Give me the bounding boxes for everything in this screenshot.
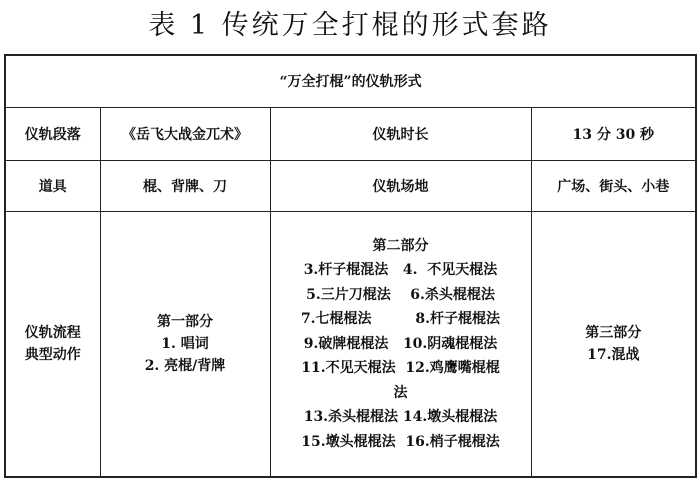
part-one-item: 1. 唱词: [161, 335, 209, 352]
part-one-item: 2. 亮棍/背牌: [144, 357, 226, 374]
part-three-item: 17.混战: [587, 346, 640, 363]
table-cell: 棍、背牌、刀: [100, 160, 270, 211]
table-title: 表 1 传统万全打棍的形式套路: [148, 10, 552, 41]
part-two-line-wrap: 法: [393, 384, 408, 401]
part-one-title: 第一部分: [157, 313, 213, 330]
table-row: [5, 107, 696, 160]
part-two-line: 5.三片刀棍法 6.杀头棍棍法: [306, 286, 495, 303]
table-cell: 仪轨段落: [5, 107, 100, 160]
part-two-line: 3.杆子棍混法 4. 不见天棍法: [303, 262, 498, 278]
table-cell: 道具: [5, 160, 100, 211]
process-label-line: 典型动作: [24, 346, 81, 363]
part-two-line: 9.破牌棍棍法 10.阴魂棍棍法: [303, 335, 498, 352]
process-label-cell: [5, 211, 100, 477]
part-two-title: 第二部分: [372, 237, 429, 254]
process-label-line: 仪轨流程: [24, 324, 81, 341]
table-row: [5, 211, 696, 477]
part-two-line: 11.不见天棍法 12.鸡鹰嘴棍棍: [301, 360, 500, 376]
part-three-title: 第三部分: [585, 324, 642, 341]
part-three-cell: [531, 211, 696, 477]
table-cell: 仪轨场地: [270, 160, 531, 211]
ritual-form-table: [4, 54, 697, 478]
part-two-line: 7.七棍棍法 8.杆子棍棍法: [300, 311, 501, 327]
part-two-line: 15.墩头棍棍法 16.梢子棍棍法: [301, 433, 500, 450]
part-two-cell: [270, 211, 531, 477]
table-cell: 广场、街头、小巷: [531, 160, 696, 211]
table-cell: 《岳飞大战金兀术》: [100, 107, 270, 160]
part-one-cell: [100, 211, 270, 477]
table-header-cell: “万全打棍”的仪轨形式: [5, 55, 696, 107]
table-header-row: [5, 55, 696, 107]
part-two-line: 13.杀头棍棍法 14.墩头棍棍法: [303, 409, 498, 425]
table-cell: 仪轨时长: [270, 107, 531, 160]
table-cell: 13 分 30 秒: [531, 107, 696, 160]
table-row: [5, 160, 696, 211]
